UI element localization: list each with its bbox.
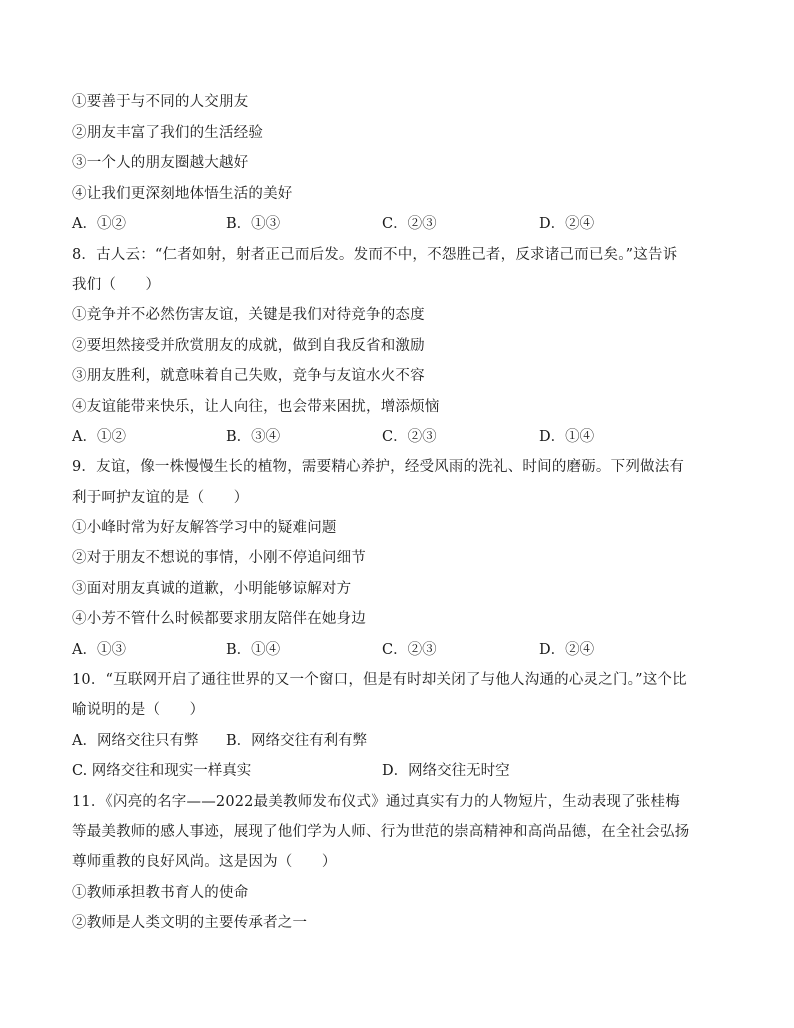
q9-item-3: ③面对朋友真诚的道歉，小明能够谅解对方: [72, 581, 352, 597]
q11-item-2: ②教师是人类文明的主要传承者之一: [72, 915, 308, 931]
q9-item-4: ④小芳不管什么时候都要求朋友陪伴在她身边: [72, 611, 366, 627]
q8-option-d: D．①④: [539, 429, 595, 445]
q10-stem-line-2: 喻说明的是（ ）: [72, 702, 205, 718]
q8-stem-line-1: 8．古人云：“仁者如射，射者正己而后发。发而不中，不怨胜己者，反求诸己而已矣。”这告诉: [72, 247, 678, 263]
q10-option-b: B．网络交往有利有弊: [226, 733, 368, 749]
q7-item-3: ③一个人的朋友圈越大越好: [72, 155, 249, 171]
q10-stem-line-1: 10．“互联网开启了通往世界的又一个窗口，但是有时却关闭了与他人沟通的心灵之门。”这个比: [72, 672, 687, 688]
q9-item-2: ②对于朋友不想说的事情，小刚不停追问细节: [72, 550, 366, 566]
q11-item-1: ①教师承担教书育人的使命: [72, 885, 249, 901]
q8-option-a: A．①②: [72, 429, 126, 445]
q7-option-c: C．②③: [382, 216, 437, 232]
q9-option-d: D．②④: [539, 642, 595, 658]
q7-item-1: ①要善于与不同的人交朋友: [72, 94, 249, 110]
q8-item-3: ③朋友胜利，就意味着自己失败，竞争与友谊水火不容: [72, 368, 425, 384]
q8-item-4: ④友谊能带来快乐，让人向往，也会带来困扰，增添烦恼: [72, 399, 440, 415]
q8-option-b: B．③④: [226, 429, 281, 445]
q8-item-2: ②要坦然接受并欣赏朋友的成就，做到自我反省和激励: [72, 338, 425, 354]
q9-stem-line-1: 9．友谊，像一株慢慢生长的植物，需要精心养护，经受风雨的洗礼、时间的磨砺。下列做法有: [72, 459, 685, 475]
q7-item-4: ④让我们更深刻地体悟生活的美好: [72, 186, 293, 202]
q11-stem-line-2: 等最美教师的感人事迹，展现了他们学为人师、行为世范的崇高精神和高尚品德，在全社会弘扬: [72, 824, 690, 840]
q7-option-d: D．②④: [539, 216, 595, 232]
q7-option-b: B．①③: [226, 216, 281, 232]
q9-stem-line-2: 利于呵护友谊的是（ ）: [72, 490, 249, 506]
q10-option-d: D．网络交往无时空: [382, 763, 510, 779]
q8-option-c: C．②③: [382, 429, 437, 445]
q11-stem-line-1: 11．《闪亮的名字——2022最美教师发布仪式》通过真实有力的人物短片，生动表现了张桂梅: [72, 794, 680, 810]
q9-option-c: C．②③: [382, 642, 437, 658]
q8-item-1: ①竞争并不必然伤害友谊，关键是我们对待竞争的态度: [72, 307, 425, 323]
q8-stem-line-2: 我们（ ）: [72, 277, 161, 293]
q9-option-a: A．①③: [72, 642, 126, 658]
q10-option-a: A．网络交往只有弊: [72, 733, 199, 749]
q7-item-2: ②朋友丰富了我们的生活经验: [72, 125, 264, 141]
q7-option-a: A．①②: [72, 216, 126, 232]
q10-option-c: C. 网络交往和现实一样真实: [72, 763, 252, 779]
q9-item-1: ①小峰时常为好友解答学习中的疑难问题: [72, 520, 337, 536]
q9-option-b: B．①④: [226, 642, 281, 658]
q11-stem-line-3: 尊师重教的良好风尚。这是因为（ ）: [72, 854, 337, 870]
